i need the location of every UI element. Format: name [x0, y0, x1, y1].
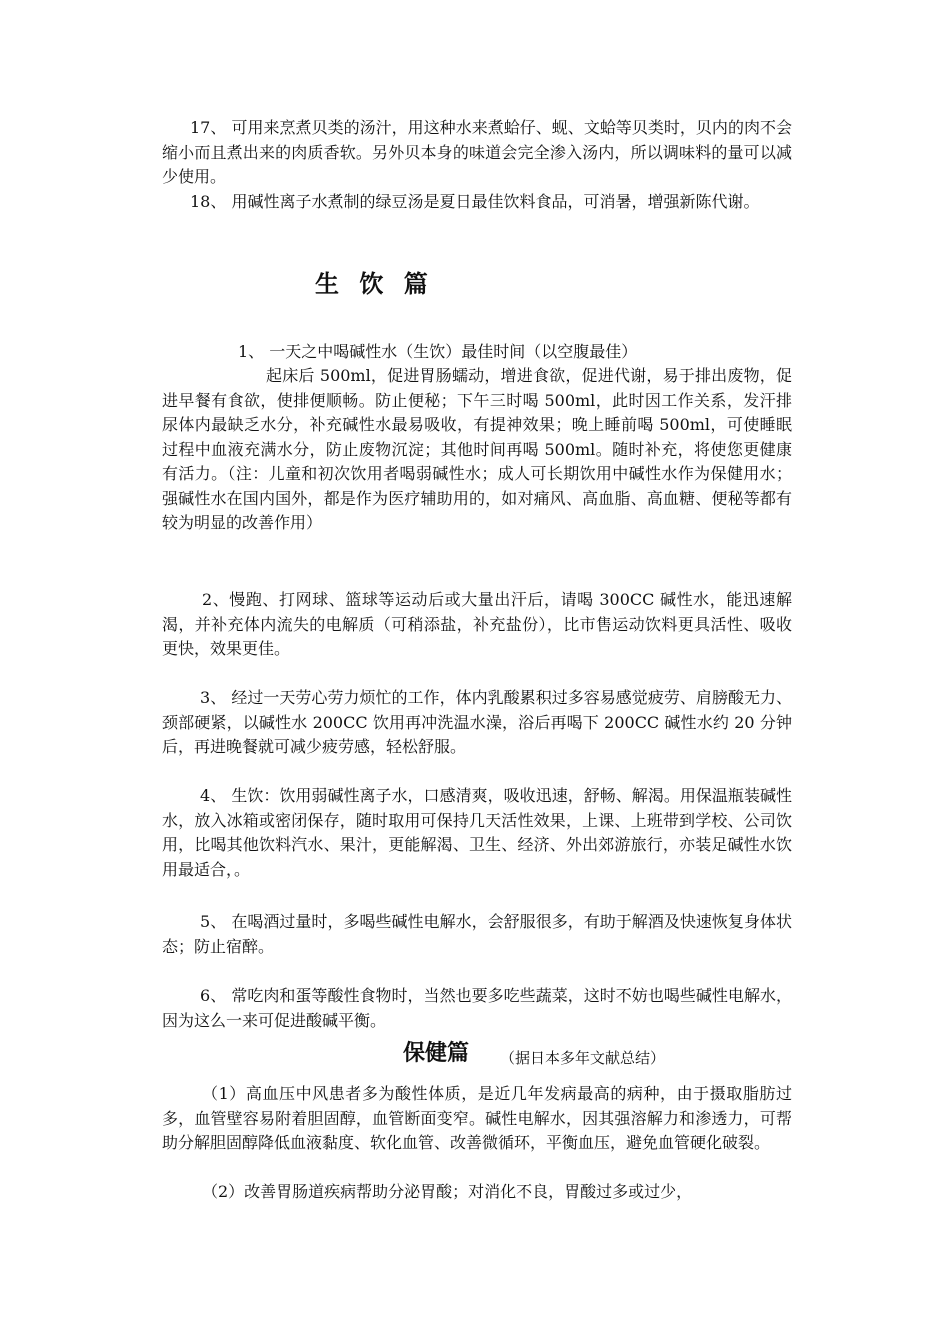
raw-drinking-item-5: 5、 在喝酒过量时，多喝些碱性电解水，会舒服很多，有助于解酒及快速恢复身体状态；防止宿醉。 [162, 912, 792, 956]
raw-drinking-item-1-body: 起床后 500ml，促进胃肠蠕动，增进食欲，促进代谢，易于排出废物，促进早餐有食欲，使排便顺畅。防止便秘；下午三时喝 500ml，此时因工作关系，发汗排尿体内最缺乏水分，补充碱性水最易吸收，有提神效果；晚上睡前喝 500ml，可使睡眠过程中血液充满水分，防止废物沉淀；其他时间再喝 500ml。随时补充，将使您更健康有活力。（注：儿童和初次饮用者喝弱碱性水；成人可长期饮用中碱性水作为保健用水；强碱性水在国内国外，都是作为医疗辅助用的，如对痛风、高血脂、高血糖、便秘等都有较为明显的改善作用） [162, 366, 792, 532]
section-title-raw-drinking: 生 饮 篇 [315, 269, 434, 298]
section-title-health: 保健篇 [403, 1040, 470, 1066]
paragraph-item-18: 18、 用碱性离子水煮制的绿豆汤是夏日最佳饮料食品，可消暑，增强新陈代谢。 [190, 192, 760, 211]
health-item-2: （2）改善胃肠道疾病帮助分泌胃酸；对消化不良，胃酸过多或过少， [202, 1182, 693, 1201]
raw-drinking-item-2: 2、慢跑、打网球、篮球等运动后或大量出汗后，请喝 300CC 碱性水，能迅速解渴，并补充体内流失的电解质（可稍添盐，补充盐份），比市售运动饮料更具活性、吸收更快，效果更佳。 [162, 590, 792, 658]
health-item-1: （1）高血压中风患者多为酸性体质，是近几年发病最高的病种，由于摄取脂肪过多，血管壁容易附着胆固醇，血管断面变窄。碱性电解水，因其强溶解力和渗透力，可帮助分解胆固醇降低血液黏度、软化血管、改善微循环，平衡血压，避免血管硬化破裂。 [162, 1084, 792, 1152]
raw-drinking-item-3: 3、 经过一天劳心劳力烦忙的工作，体内乳酸累积过多容易感觉疲劳、肩膀酸无力、颈部硬紧，以碱性水 200CC 饮用再冲洗温水澡，浴后再喝下 200CC 碱性水约 20 分钟后，再进晚餐就可减少疲劳感，轻松舒服。 [162, 688, 792, 756]
section-subtitle-health: （据日本多年文献总结） [500, 1049, 666, 1067]
raw-drinking-item-6: 6、 常吃肉和蛋等酸性食物时，当然也要多吃些蔬菜，这时不妨也喝些碱性电解水，因为这么一来可促进酸碱平衡。 [162, 986, 792, 1030]
raw-drinking-item-1-heading: 1、 一天之中喝碱性水（生饮）最佳时间（以空腹最佳） [238, 342, 638, 361]
raw-drinking-item-4: 4、 生饮：饮用弱碱性离子水，口感清爽，吸收迅速，舒畅、解渴。用保温瓶装碱性水，放入冰箱或密闭保存，随时取用可保持几天活性效果，上课、上班带到学校、公司饮用，比喝其他饮料汽水、果汁，更能解渴、卫生、经济、外出郊游旅行，亦装足碱性水饮用最适合，。 [162, 786, 792, 879]
paragraph-item-17: 17、 可用来烹煮贝类的汤汁，用这种水来煮蛤仔、蚬、文蛤等贝类时，贝内的肉不会缩小而且煮出来的肉质香软。另外贝本身的味道会完全渗入汤内，所以调味料的量可以减少使用。 [162, 118, 792, 186]
